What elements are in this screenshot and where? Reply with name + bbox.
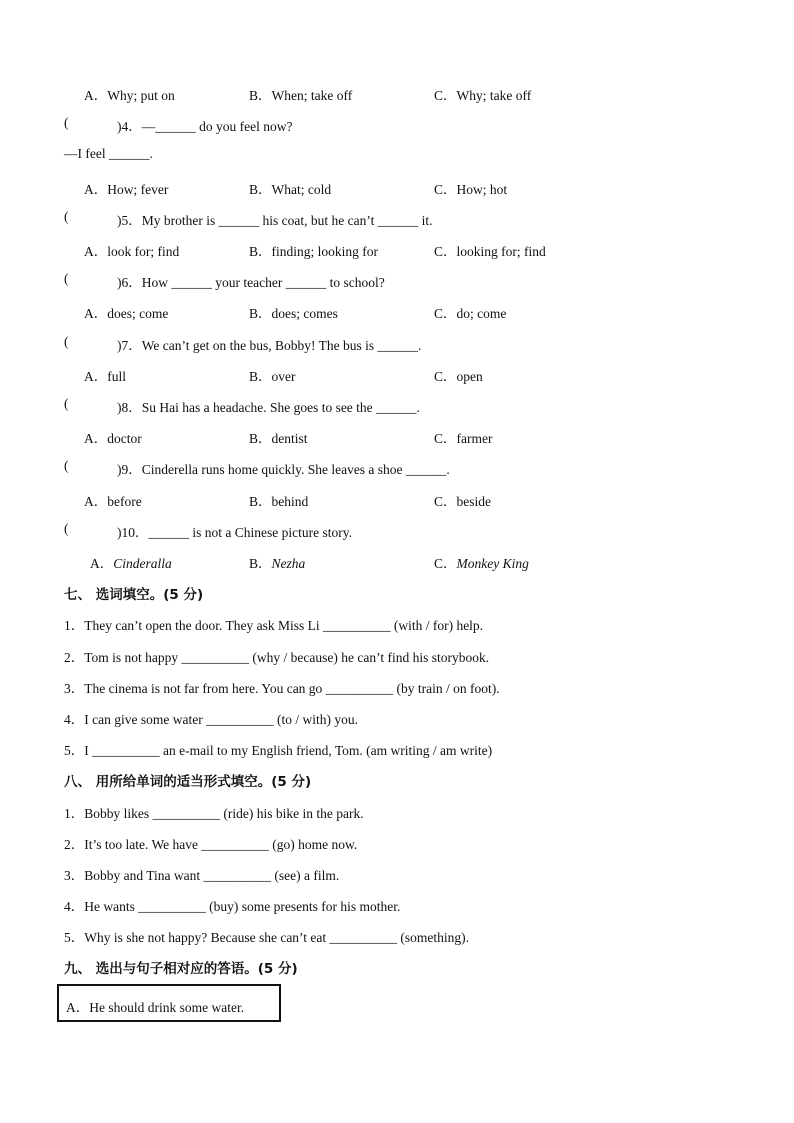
q5-option-a: A．look for; find (84, 244, 180, 259)
answer-option-a: A．He should drink some water. (66, 1000, 245, 1015)
s7-item-5: 5．I __________ an e-mail to my English friend, Tom. (am writing / am write) (64, 743, 493, 758)
q6-option-a: A．does; come (84, 306, 169, 321)
s8-item-4: 4．He wants __________ (buy) some presents for his mother. (64, 899, 401, 914)
q5-option-c: C．looking for; find (434, 244, 546, 259)
q9-option-a: A．before (84, 494, 142, 509)
q3-option-a: A．Why; put on (84, 88, 175, 103)
q7-option-b: B．over (249, 369, 296, 384)
q3-option-c: C．Why; take off (434, 88, 532, 103)
q10-option-c: C．Monkey King (434, 556, 529, 571)
q7-stem: )7．We can’t get on the bus, Bobby! The bus is ______. (117, 338, 422, 353)
q4-option-a: A．How; fever (84, 182, 169, 197)
section-9-heading: 九、 选出与句子相对应的答语。(5 分) (64, 961, 298, 977)
s8-item-1: 1．Bobby likes __________ (ride) his bike in the park. (64, 806, 364, 821)
q5-option-b: B．finding; looking for (249, 244, 378, 259)
q9-paren: ( (64, 458, 69, 473)
q7-option-a: A．full (84, 369, 126, 384)
s8-item-3: 3．Bobby and Tina want __________ (see) a film. (64, 868, 340, 883)
q4-option-b: B．What; cold (249, 182, 332, 197)
answer-box (57, 984, 281, 1022)
q4-stem-reply: —I feel ______. (64, 146, 153, 161)
q8-stem: )8．Su Hai has a headache. She goes to see the ______. (117, 400, 420, 415)
q4-stem: )4．—______ do you feel now? (117, 119, 293, 134)
q10-stem: )10．______ is not a Chinese picture story. (117, 525, 352, 540)
q8-paren: ( (64, 396, 69, 411)
s7-item-4: 4．I can give some water __________ (to / with) you. (64, 712, 358, 727)
q4-option-c: C．How; hot (434, 182, 508, 197)
s8-item-5: 5．Why is she not happy? Because she can’t eat __________ (something). (64, 930, 470, 945)
s7-item-2: 2．Tom is not happy __________ (why / because) he can’t find his storybook. (64, 650, 490, 665)
q8-option-a: A．doctor (84, 431, 142, 446)
q10-option-b: B．Nezha (249, 556, 306, 571)
q5-paren: ( (64, 209, 69, 224)
s7-item-3: 3．The cinema is not far from here. You can go __________ (by train / on foot). (64, 681, 500, 696)
section-7-heading: 七、 选词填空。(5 分) (64, 587, 204, 603)
q6-option-b: B．does; comes (249, 306, 338, 321)
q4-paren: ( (64, 115, 69, 130)
s7-item-1: 1．They can’t open the door. They ask Miss Li __________ (with / for) help. (64, 618, 484, 633)
q10-option-a: A．Cinderalla (90, 556, 172, 571)
q10-paren: ( (64, 521, 69, 536)
q8-option-c: C．farmer (434, 431, 493, 446)
q6-paren: ( (64, 271, 69, 286)
q9-option-c: C．beside (434, 494, 491, 509)
q6-option-c: C．do; come (434, 306, 507, 321)
q9-stem: )9．Cinderella runs home quickly. She leaves a shoe ______. (117, 462, 450, 477)
q3-option-b: B．When; take off (249, 88, 353, 103)
q6-stem: )6．How ______ your teacher ______ to school? (117, 275, 385, 290)
q7-option-c: C．open (434, 369, 483, 384)
q7-paren: ( (64, 334, 69, 349)
q5-stem: )5．My brother is ______ his coat, but he can’t ______ it. (117, 213, 433, 228)
section-8-heading: 八、 用所给单词的适当形式填空。(5 分) (64, 774, 312, 790)
s8-item-2: 2．It’s too late. We have __________ (go) home now. (64, 837, 358, 852)
q9-option-b: B．behind (249, 494, 309, 509)
q8-option-b: B．dentist (249, 431, 308, 446)
